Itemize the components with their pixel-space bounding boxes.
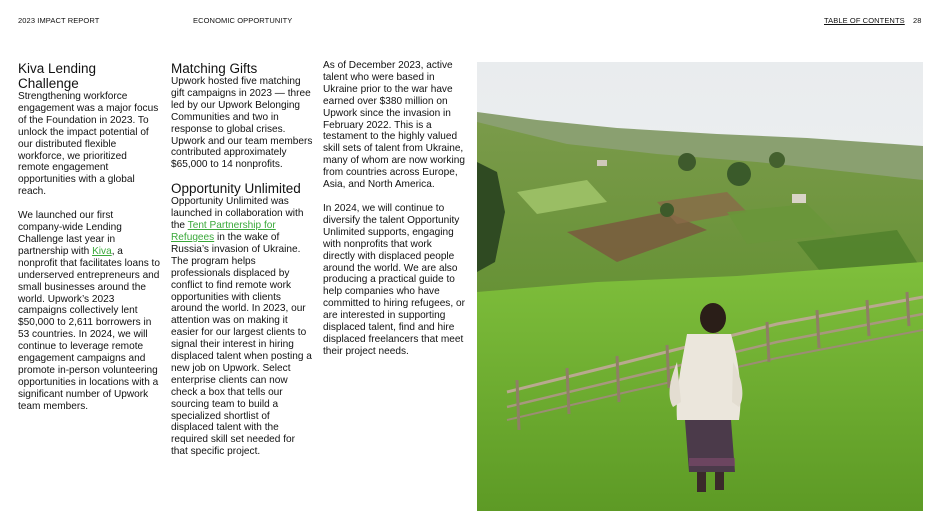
section-title: ECONOMIC OPPORTUNITY bbox=[193, 16, 293, 25]
matching-gifts-heading: Matching Gifts bbox=[171, 61, 258, 76]
hillside-photo bbox=[477, 62, 923, 511]
hillside-illustration bbox=[477, 62, 923, 511]
opportunity-paragraph-end: in the wake of Russia’s invasion of Ukraine. The program helps professionals displaced by conflict to find remote work opportunities with clients around the world. In 2023, our attention was on making it easier for our largest clients to signal their interest in hiring displaced talent when posting a new job on Upwork. Select enterprise clients can now check a box that tells our sourcing team to build a specialized shortlist of displaced talent with the required skill set needed for that specific project. bbox=[171, 231, 312, 458]
opportunity-unlimited-paragraph bbox=[171, 196, 313, 458]
page-number: 28 bbox=[913, 16, 922, 25]
column-ukraine-talent bbox=[323, 60, 466, 358]
kiva-heading: Kiva Lending Challenge bbox=[18, 61, 97, 91]
kiva-paragraph-2-start: We launched our first company-wide Lending Challenge last year in partnership with bbox=[18, 210, 122, 257]
column-matching-gifts bbox=[171, 61, 313, 458]
ukraine-paragraph-1: As of December 2023, active talent who were based in Ukraine prior to the war have earned over $380 million on Upwork since the invasion in February 2022. This is a testament to the highly valued skill sets of talent from Ukraine, many of whom are now working from countries across Europe, Asia, and North America. bbox=[323, 60, 465, 191]
tent-partnership-link[interactable]: Tent Partnership for Refugees bbox=[171, 220, 276, 243]
report-title: 2023 IMPACT REPORT bbox=[18, 16, 100, 25]
kiva-paragraph-2 bbox=[18, 210, 160, 412]
table-of-contents-link[interactable]: TABLE OF CONTENTS bbox=[824, 16, 905, 25]
opportunity-paragraph-start: Opportunity Unlimited was launched in collaboration with the bbox=[171, 196, 304, 232]
kiva-paragraph-2-end: , a nonprofit that facilitates loans to underserved entrepreneurs and small businesses around the world. Upwork’s 2023 campaigns collectively lent $50,000 to 2,611 borrowers in 53 countries. In 2024, we will continue to leverage remote engagement campaigns and promote in-person volunteering opportunities in locations with a significant number of Upwork team members. bbox=[18, 245, 160, 412]
kiva-paragraph-1: Strengthening workforce engagement was a major focus of the Foundation in 2023. To unlock the impact potential of our distributed flexible workforce, we prioritized remote engagement opportunities with a global reach. bbox=[18, 91, 159, 198]
matching-gifts-paragraph: Upwork hosted five matching gift campaigns in 2023 — three led by our Upwork Belonging Communities and two in response to global crises. Upwork and our team members contributed approximately $65,000 to 14 nonprofits. bbox=[171, 76, 313, 171]
column-kiva bbox=[18, 61, 160, 413]
ukraine-paragraph-2: In 2024, we will continue to diversify the talent Opportunity Unlimited supports, engaging with nonprofits that work directly with displaced people around the world. We are also producing a practical guide to help companies who have committed to hiring refugees, or are interested in supporting displaced talent, find and hire displaced freelancers that meet their project needs. bbox=[323, 202, 465, 357]
kiva-link[interactable]: Kiva bbox=[92, 245, 112, 257]
opportunity-unlimited-heading: Opportunity Unlimited bbox=[171, 181, 301, 197]
